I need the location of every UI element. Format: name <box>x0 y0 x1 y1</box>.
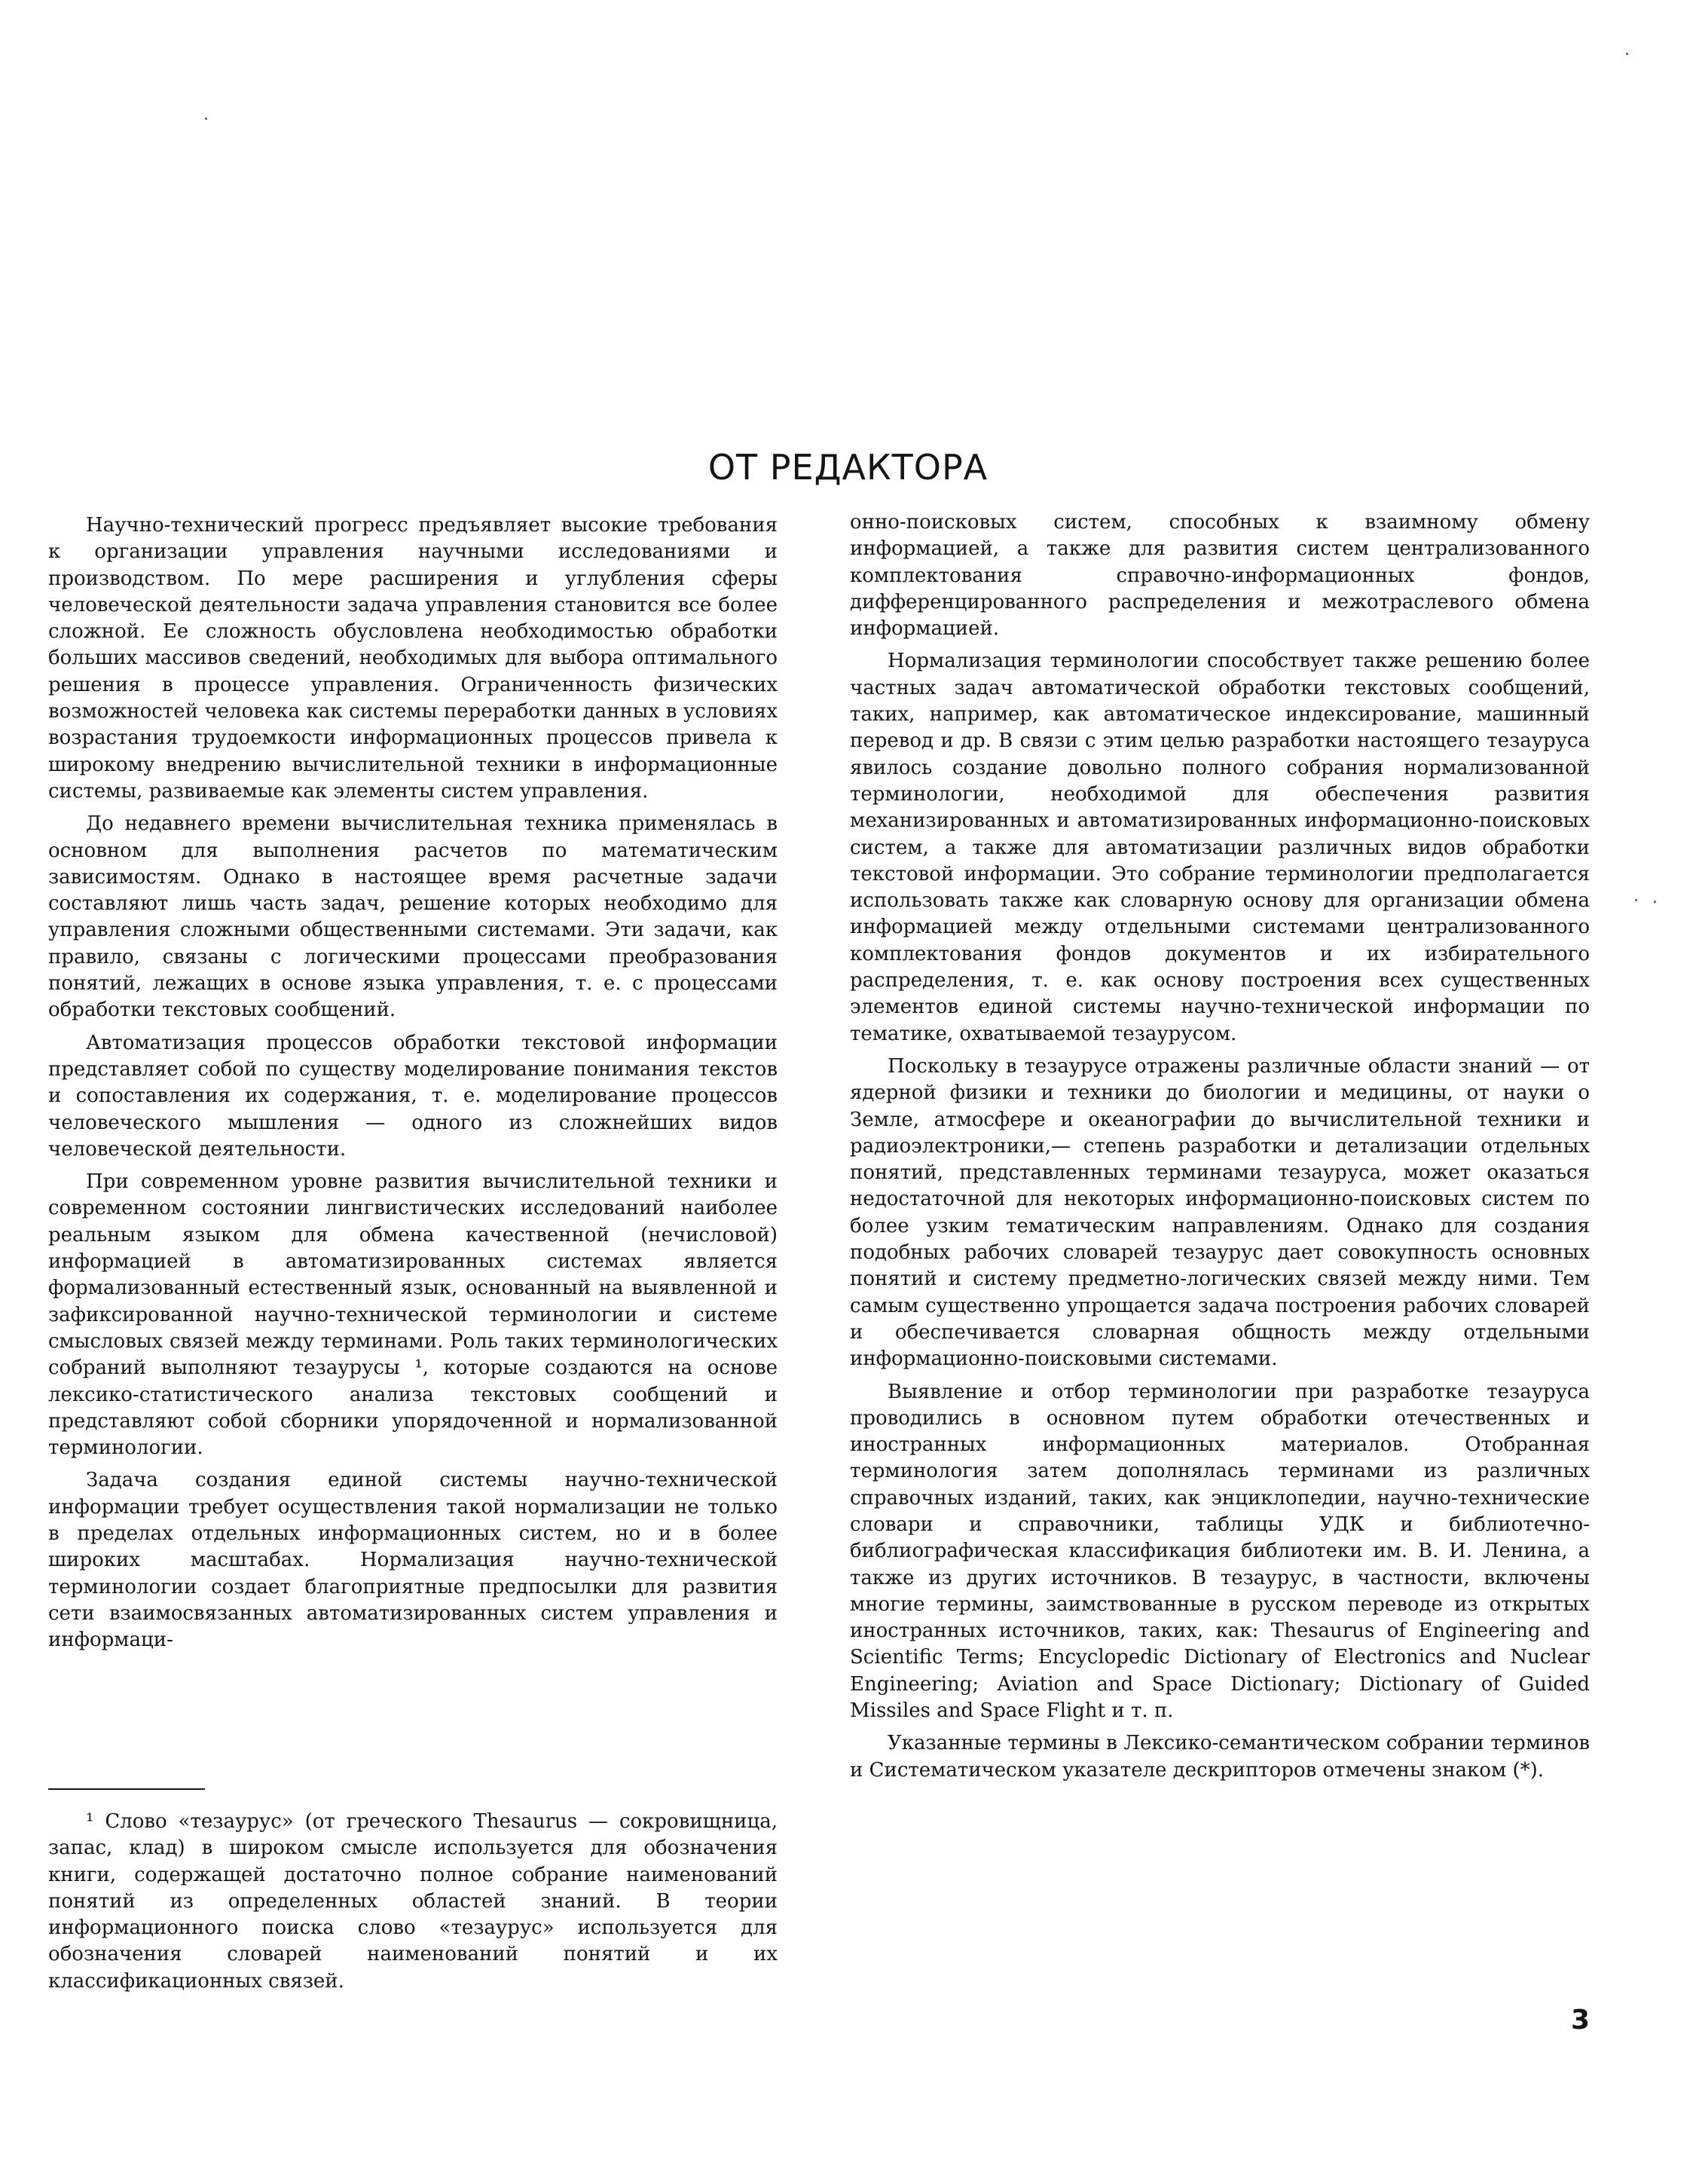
print-speck <box>1635 899 1637 901</box>
paragraph: Научно-технический прогресс предъявляет высокие требования к организации управления научными исследованиями и производством. По мере расширения и углубления сферы человеческой деятельности задача управления становится все более сложной. Ее сложность обусловлена необходимостью обработки больших массивов сведений, необходимых для выбора оптимального решения в процессе управления. Ограниченность физических возможностей человека как системы переработки данных в условиях возрастания трудоемкости информационных процессов привела к широкому внедрению вычислительной техники в информационные системы, развиваемые как элементы систем управления. <box>48 514 778 803</box>
print-speck <box>205 118 207 120</box>
paragraph: Указанные термины в Лексико-семантическом собрании терминов и Систематическом указателе дескрипторов отмечены знаком (*). <box>850 1732 1590 1782</box>
paragraph: Поскольку в тезаурусе отражены различные области знаний — от ядерной физики и техники до биологии и медицины, от науки о Земле, атмосфере и океанографии до вычислительной техники и радиоэлектроники,— степень разработки и детализации отдельных понятий, представленных терминами тезауруса, может оказаться недостаточной для некоторых информационно-поисковых систем по более узким тематическим направлениям. Однако для создания подобных рабочих словарей тезаурус дает совокупность основных понятий и систему предметно-логических связей между ними. Тем самым существенно упрощается задача построения рабочих словарей и обеспечивается словарная общность между отдельными информационно-поисковыми системами. <box>850 1054 1590 1371</box>
paragraph: При современном уровне развития вычислительной техники и современном состоянии лингвистических исследований наиболее реальным языком для обмена качественной (нечисловой) информацией в автоматизированных системах является формализованный естественный язык, основанный на выявленной и зафиксированной научно-технической терминологии и системе смысловых связей между терминами. Роль таких терминологических собраний выполняют тезаурусы ¹, которые создаются на основе лексико-статистического анализа текстовых сообщений и представляют собой сборники упорядоченной и нормализованной терминологии. <box>48 1170 778 1460</box>
page-number: 3 <box>1570 2005 1590 2036</box>
paragraph: Выявление и отбор терминологии при разработке тезауруса проводились в основном путем обработки отечественных и иностранных информационных материалов. Отобранная терминология затем дополнялась терминами из различных справочных изданий, таких, как энциклопедии, научно-технические словари и справочники, таблицы УДК и библиотечно-библиографическая классификация библиотеки им. В. И. Ленина, а также из других источников. В тезаурус, в частности, включены многие термины, заимствованные в русском переводе из открытых иностранных источников, таких, как: Thesaurus of Engineering and Scientific Terms; Encyclopedic Dictionary of Electronics and Nuclear Engineering; Aviation and Space Dictionary; Dictionary of Guided Missiles and Space Flight и т. п. <box>850 1380 1590 1723</box>
paragraph: Нормализация терминологии способствует также решению более частных задач автоматической обработки текстовых сообщений, таких, например, как автоматическое индексирование, машинный перевод и др. В связи с этим целью разработки настоящего тезауруса явилось создание довольно полного собрания нормализованной терминологии, необходимой для обеспечения развития механизированных и автоматизированных информационно-поисковых систем, а также для автоматизации различных видов обработки текстовой информации. Это собрание терминологии предполагается использовать также как словарную основу для организации обмена информацией между отдельными системами централизованного комплектования фондов документов и их избирательного распределения, т. е. как основу построения всех существенных элементов единой системы научно-технической информации по тематике, охватываемой тезаурусом. <box>850 650 1590 1045</box>
left-column <box>48 512 778 1659</box>
paragraph: До недавнего времени вычислительная техника применялась в основном для выполнения расчетов по математическим зависимостям. Однако в настоящее время расчетные задачи составляют лишь часть задач, решение которых необходимо для управления сложными общественными системами. Эти задачи, как правило, связаны с логическими процессами преобразования понятий, лежащих в основе языка управления, т. е. с процессами обработки текстовых сообщений. <box>48 812 778 1022</box>
print-speck <box>1626 53 1628 55</box>
paragraph: Задача создания единой системы научно-технической информации требует осуществления такой нормализации не только в пределах отдельных информационных систем, но и в более широких масштабах. Нормализация научно-технической терминологии создает благоприятные предпосылки для развития сети взаимосвязанных автоматизированных систем управления и информаци- <box>48 1469 778 1652</box>
page-title: ОТ РЕДАКТОРА <box>707 446 989 488</box>
paragraph: Автоматизация процессов обработки текстовой информации представляет собой по существу моделирование понимания текстов и сопоставления их содержания, т. е. моделирование процессов человеческого мышления — одного из сложнейших видов человеческой деятельности. <box>48 1031 778 1161</box>
right-column <box>850 509 1590 1790</box>
paragraph-continued: онно-поисковых систем, способных к взаимному обмену информацией, а также для развития систем централизованного комплектования справочно-информационных фондов, дифференцированного распределения и межотраслевого обмена информацией. <box>850 511 1590 641</box>
footnote: ¹ Слово «тезаурус» (от греческого Thesaurus — сокровищница, запас, клад) в широком смысле используется для обозначения книги, содержащей достаточно полное собрание наименований понятий из определенных областей знаний. В теории информационного поиска слово «тезаурус» используется для обозначения словарей наименований понятий и их классификационных связей. <box>48 1810 778 1993</box>
footnote-divider <box>48 1788 205 1790</box>
print-speck <box>1654 901 1656 903</box>
